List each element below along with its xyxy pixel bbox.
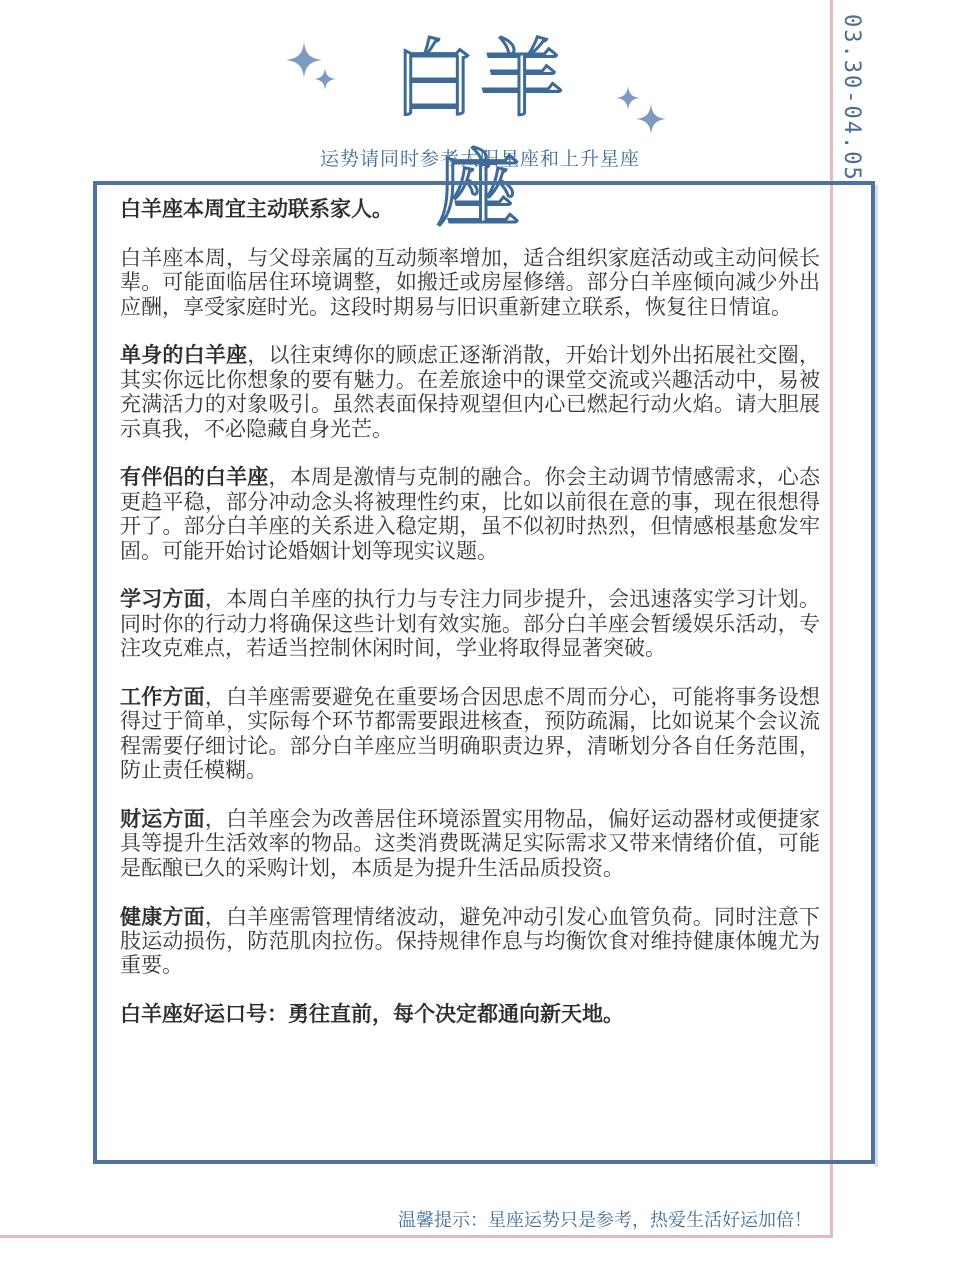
section-label: 健康方面: [120, 904, 205, 929]
section-text: ，白羊座会为改善居住环境添置实用物品，偏好运动器材或便捷家具等提升生活效率的物品。这类消费既满足实际需求又带来情绪价值，可能是酝酿已久的采购计划，本质是为提升生活品质投资。: [120, 807, 820, 880]
slogan: 白羊座好运口号：勇往直前，每个决定都通向新天地。: [120, 1002, 624, 1027]
section-label: 单身的白羊座: [120, 343, 248, 368]
section-label: 学习方面: [120, 587, 205, 612]
section-work: [120, 685, 820, 783]
horoscope-content: [120, 197, 820, 1051]
section-label: 财运方面: [120, 807, 205, 832]
section-single: [120, 343, 820, 441]
sparkle-icon: [314, 68, 336, 90]
intro-paragraph: 白羊座本周，与父母亲属的互动频率增加，适合组织家庭活动或主动问候长辈。可能面临居住环境调整，如搬迁或房屋修缮。部分白羊座倾向减少外出应酬，享受家庭时光。这段时期易与旧识重新建立联系，恢复往日情谊。: [120, 245, 820, 319]
subtitle: 运势请同时参考太阳星座和上升星座: [319, 148, 640, 170]
section-text: ，白羊座需管理情绪波动，避免冲动引发心血管负荷。同时注意下肢运动损伤，防范肌肉拉伤。保持规律作息与均衡饮食对维持健康体魄尤为重要。: [120, 904, 820, 978]
section-text: ，本周是激情与克制的融合。你会主动调节情感需求，心态更趋平稳，部分冲动念头将被理性约束，比如以前很在意的事，现在很想得开了。部分白羊座的关系进入稳定期，虽不似初时热烈，但情感根基愈发牢固。可能开始讨论婚姻计划等现实议题。: [120, 465, 820, 563]
page-title: 白羊座: [391, 30, 568, 238]
section-study: [120, 587, 820, 660]
section-label: 工作方面: [120, 685, 205, 710]
footer-tip: 温馨提示：星座运势只是参考，热爱生活好运加倍！: [398, 1210, 812, 1231]
pink-frame-horizontal: [0, 1235, 833, 1238]
section-text: ，以往束缚你的顾虑正逐渐消散，开始计划外出拓展社交圈，其实你远比你想象的要有魅力。在差旅途中的课堂交流或兴趣活动中，易被充满活力的对象吸引。虽然表面保持观望但内心已燃起行动火焰。请大胆展示真我，不必隐藏自身光芒。: [120, 343, 820, 441]
sparkle-icon: [636, 104, 666, 134]
section-wealth: [120, 807, 820, 880]
section-text: ，白羊座需要避免在重要场合因思虑不周而分心，可能将事务设想得过于简单，实际每个环节都需要跟进核查，预防疏漏，比如说某个会议流程需要仔细讨论。部分白羊座应当明确职责边界，清晰划分各自任务范围，防止责任模糊。: [120, 685, 820, 783]
box-shadow: [875, 185, 878, 1167]
headline: 白羊座本周宜主动联系家人。: [120, 197, 393, 221]
date-range: 03.30-04.05: [839, 14, 864, 182]
section-partnered: [120, 465, 820, 563]
section-text: ，本周白羊座的执行力与专注力同步提升，会迅速落实学习计划。同时你的行动力将确保这些计划有效实施。部分白羊座会暂缓娱乐活动，专注攻克难点，若适当控制休闲时间，学业将取得显著突破。: [120, 587, 820, 661]
section-label: 有伴侣的白羊座: [120, 465, 269, 490]
section-health: [120, 905, 820, 978]
